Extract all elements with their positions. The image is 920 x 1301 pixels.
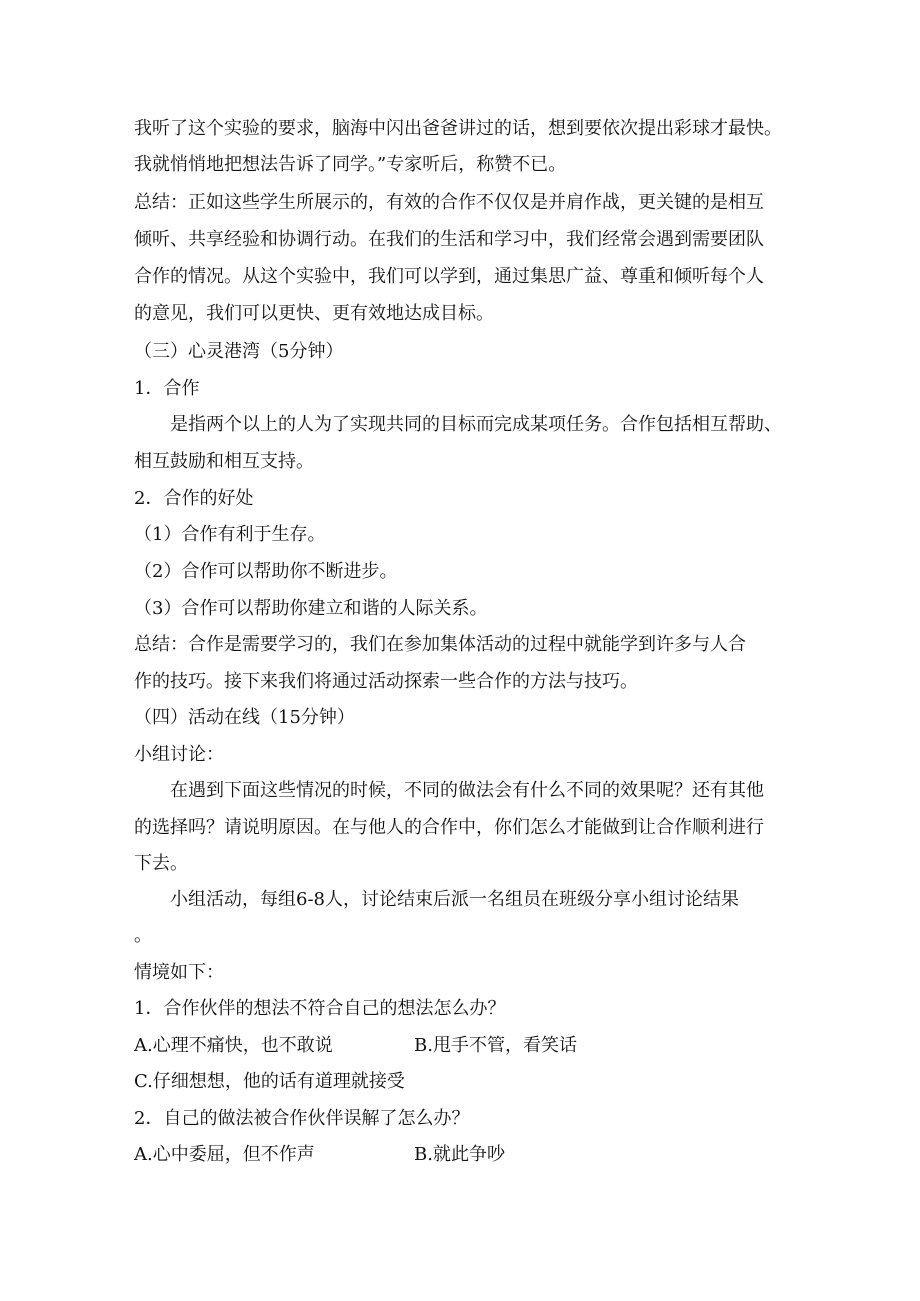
paragraph-line: 下去。	[134, 853, 188, 874]
paragraph-line: 我就悄悄地把想法告诉了同学。”专家听后，称赞不已。	[134, 154, 567, 175]
paragraph-line: 的选择吗？请说明原因。在与他人的合作中，你们怎么才能做到让合作顺利进行	[134, 817, 764, 838]
paragraph-line: 小组活动，每组6-8人，讨论结束后派一名组员在班级分享小组讨论结果	[170, 889, 739, 910]
list-item: （1）合作有利于生存。	[134, 524, 326, 545]
option-a: A.心理不痛快，也不敢说	[134, 1035, 333, 1056]
option-a: A.心中委屈，但不作声	[134, 1144, 315, 1165]
paragraph-line: 我听了这个实验的要求，脑海中闪出爸爸讲过的话，想到要依次提出彩球才最快。	[134, 118, 782, 139]
summary-line: 总结：合作是需要学习的，我们在参加集体活动的过程中就能学到许多与人合	[134, 634, 746, 655]
paragraph-line: 在遇到下面这些情况的时候，不同的做法会有什么不同的效果呢？还有其他	[170, 780, 764, 801]
item-heading: 情境如下：	[134, 962, 224, 983]
option-b: B.就此争吵	[414, 1144, 505, 1165]
section-heading: （四）活动在线（15分钟）	[134, 707, 355, 728]
summary-line: 作的技巧。接下来我们将通过活动探索一些合作的方法与技巧。	[134, 671, 638, 692]
section-heading: （三）心灵港湾（5分钟）	[134, 341, 344, 362]
list-item: （2）合作可以帮助你不断进步。	[134, 561, 398, 582]
summary-line: 倾听、共享经验和协调行动。在我们的生活和学习中，我们经常会遇到需要团队	[134, 229, 764, 250]
item-heading: 1．合作	[134, 378, 200, 399]
paragraph-line: 是指两个以上的人为了实现共同的目标而完成某项任务。合作包括相互帮助、	[170, 414, 782, 435]
item-heading: 小组讨论：	[134, 744, 224, 765]
question: 1．合作伙伴的想法不符合自己的想法怎么办？	[134, 998, 506, 1019]
question: 2．自己的做法被合作伙伴误解了怎么办？	[134, 1108, 470, 1129]
item-heading: 2．合作的好处	[134, 488, 254, 509]
paragraph-line: 。	[134, 925, 152, 946]
summary-line: 合作的情况。从这个实验中，我们可以学到，通过集思广益、尊重和倾听每个人	[134, 266, 764, 287]
option-c: C.仔细想想，他的话有道理就接受	[134, 1071, 405, 1092]
list-item: （3）合作可以帮助你建立和谐的人际关系。	[134, 598, 488, 619]
option-b: B.甩手不管，看笑话	[414, 1035, 577, 1056]
summary-line: 的意见，我们可以更快、更有效地达成目标。	[134, 303, 494, 324]
summary-line: 总结：正如这些学生所展示的，有效的合作不仅仅是并肩作战，更关键的是相互	[134, 192, 764, 213]
paragraph-line: 相互鼓励和相互支持。	[134, 451, 314, 472]
